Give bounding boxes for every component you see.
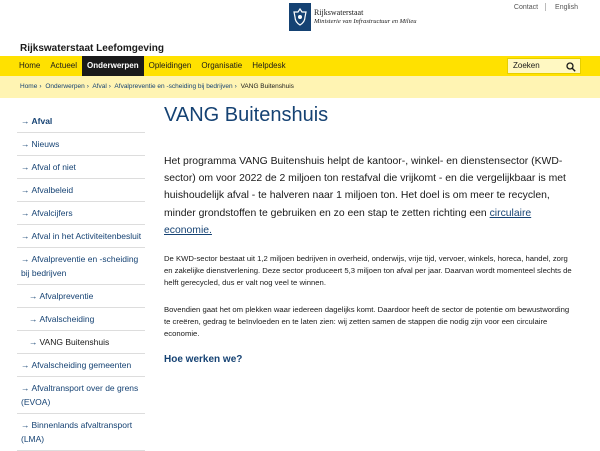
page-title: VANG Buitenshuis [164, 104, 329, 126]
arrow-right-icon: → [21, 139, 30, 149]
logo-line-2: Ministerie van Infrastructuur en Milieu [314, 17, 417, 25]
sidebar-item-afvalscheiding-gemeenten[interactable] [17, 354, 145, 377]
sidebar-item-label: Afval in het Activiteitenbesluit [31, 231, 142, 241]
sidebar-nav [17, 110, 145, 451]
chevron-right-icon: › [234, 83, 237, 90]
service-divider [545, 3, 546, 11]
sidebar-subitem-afvalpreventie[interactable] [17, 285, 145, 308]
breadcrumb-bar [0, 76, 600, 98]
arrow-right-icon: → [21, 116, 30, 126]
sidebar-item-label: Binnenlands afvaltransport (LMA) [21, 420, 133, 444]
sidebar-item-evoa[interactable] [17, 377, 145, 414]
english-link[interactable]: English [555, 3, 578, 11]
chevron-right-icon: › [86, 83, 89, 90]
arrow-right-icon: → [21, 420, 30, 430]
sidebar-item-lma[interactable] [17, 414, 145, 451]
search-input[interactable] [507, 58, 581, 74]
nav-item-home[interactable]: Home [19, 61, 41, 70]
nav-item-helpdesk[interactable]: Helpdesk [252, 61, 286, 70]
contact-link[interactable]: Contact [513, 3, 539, 11]
sidebar-item-nieuws[interactable] [17, 133, 145, 156]
top-bar [0, 0, 600, 40]
nav-item-onderwerpen[interactable]: Onderwerpen [82, 56, 144, 76]
arrow-right-icon: → [29, 291, 38, 301]
breadcrumb-home[interactable]: Home [20, 83, 38, 90]
sidebar-item-label: Afval of niet [31, 162, 76, 172]
breadcrumb-onderwerpen[interactable]: Onderwerpen [45, 83, 85, 90]
sidebar-item-label: Afvalcijfers [31, 208, 73, 218]
arrow-right-icon: → [21, 383, 30, 393]
section-heading: Hoe werken we? [164, 354, 243, 366]
chevron-right-icon: › [108, 83, 111, 90]
sidebar-item-afvalbeleid[interactable] [17, 179, 145, 202]
arrow-right-icon: → [21, 162, 30, 172]
body-paragraph-1: De KWD-sector bestaat uit 1,2 miljoen bedrijven in overheid, onderwijs, vrije tijd, vervoer, winkels, horeca, handel, zorg en zakelijke dienstverlening. Deze sector produceert 5,3 miljoen ton afval per jaar. Daarvan wordt momenteel slechts de helft gerecycled, dus er valt nog veel te winnen. [164, 254, 572, 288]
sidebar-item-label: Afvalpreventie en -scheiding bij bedrijven [21, 254, 139, 278]
breadcrumb [20, 83, 294, 90]
sidebar-item-label: Afvalscheiding gemeenten [31, 360, 132, 370]
sidebar-item-afval[interactable] [17, 110, 145, 133]
logo-wordmark[interactable] [314, 8, 417, 25]
intro-text: Het programma VANG Buitenshuis helpt de kantoor-, winkel- en dienstensector (KWD-sector) om voor 2022 de 2 miljoen ton restafval die vrijkomt - en die vergelijkbaar is met huishoudelijk afval - te halveren naar 1 miljoen ton. Het doel is om meer te recyclen, minder grondstoffen te gebruiken en zo een stap te zetten richting een [164, 156, 566, 219]
sidebar-item-label: VANG Buitenshuis [39, 337, 110, 347]
search-icon[interactable] [566, 62, 576, 72]
main-content [164, 104, 584, 365]
sidebar-item-label: Afvaltransport over de grens (EVOA) [21, 383, 139, 407]
sidebar-item-label: Afvalpreventie [39, 291, 94, 301]
site-title[interactable]: Rijkswaterstaat Leefomgeving [20, 43, 164, 54]
sidebar-item-activiteitenbesluit[interactable] [17, 225, 145, 248]
nav-item-actueel[interactable]: Actueel [50, 61, 78, 70]
intro-paragraph [164, 153, 569, 239]
circulaire-economie-link[interactable]: circulaire economie. [164, 207, 532, 236]
body-paragraph-2: Bovendien gaat het om plekken waar iedereen dagelijks komt. Daardoor heeft de sector de potentie om bewustwording te creëren, gedrag te beïnvloeden en te laten zien: wij zetten samen de stappen die nodig zijn voor een circulaire economie. [164, 304, 570, 339]
logo-line-1: Rijkswaterstaat [314, 8, 364, 17]
arrow-right-icon: → [21, 360, 30, 370]
breadcrumb-current: VANG Buitenshuis [240, 83, 294, 90]
sidebar-subitem-vang-buitenshuis[interactable] [17, 331, 145, 354]
sidebar-subitem-afvalscheiding[interactable] [17, 308, 145, 331]
sidebar-item-label: Afvalscheiding [39, 314, 95, 324]
arrow-right-icon: → [21, 254, 30, 264]
chevron-right-icon: › [39, 83, 42, 90]
arrow-right-icon: → [29, 337, 38, 347]
sidebar-item-label: Afvalbeleid [31, 185, 74, 195]
sidebar-item-afvalcijfers[interactable] [17, 202, 145, 225]
sidebar-item-afval-of-niet[interactable] [17, 156, 145, 179]
arrow-right-icon: → [21, 231, 30, 241]
rijkswaterstaat-logo-icon[interactable] [289, 3, 311, 31]
arrow-right-icon: → [21, 208, 30, 218]
breadcrumb-afval[interactable]: Afval [92, 83, 107, 90]
breadcrumb-afvalpreventie[interactable]: Afvalpreventie en -scheiding bij bedrijven [114, 83, 233, 90]
nav-item-organisatie[interactable]: Organisatie [201, 61, 243, 70]
service-links [505, 3, 578, 11]
sidebar-item-afvalpreventie-bedrijven[interactable] [17, 248, 145, 285]
search-placeholder: Zoeken [513, 61, 540, 70]
arrow-right-icon: → [29, 314, 38, 324]
nav-item-opleidingen[interactable]: Opleidingen [148, 61, 192, 70]
sidebar-item-label: Afval [31, 116, 53, 126]
sidebar-item-label: Nieuws [31, 139, 60, 149]
arrow-right-icon: → [21, 185, 30, 195]
